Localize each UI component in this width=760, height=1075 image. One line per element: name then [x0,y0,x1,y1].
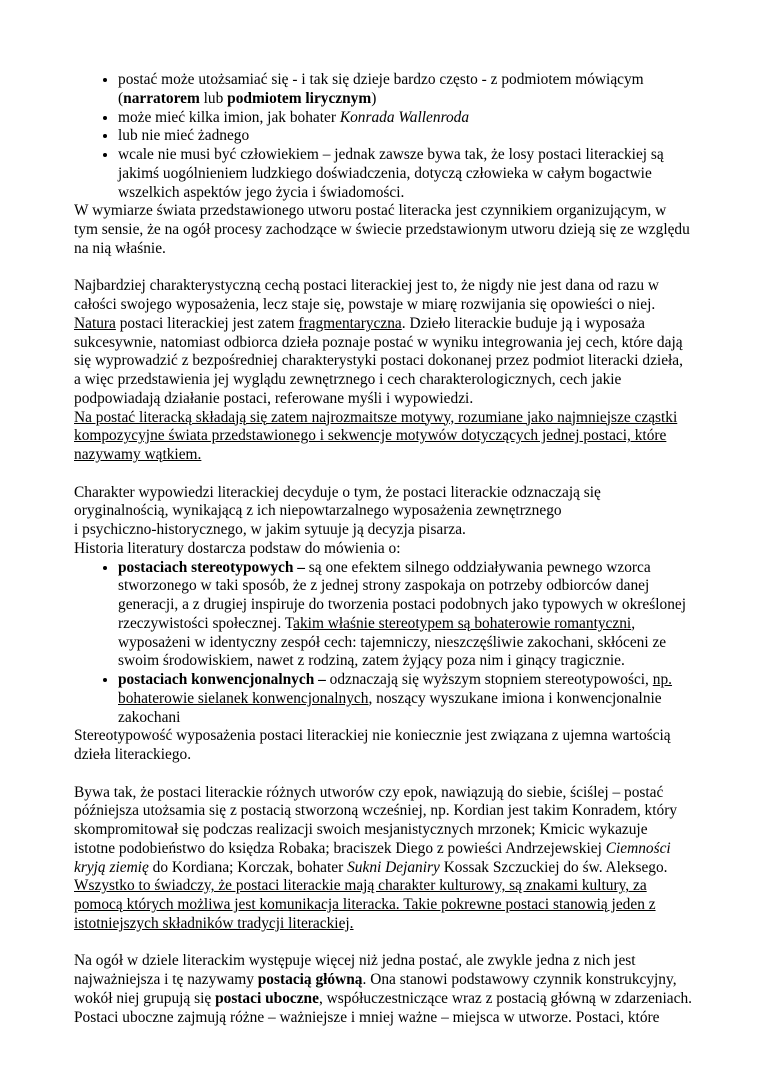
list-item: • lub nie mieć żadnego [118,127,692,146]
paragraph: Najbardziej charakterystyczną cechą postaci literackiej jest to, że nigdy nie jest dana od razu w całości swojego wyposażenia, lecz staje się, powstaje w miarę rozwijania się opowieści o niej. Natura postaci literackiej jest zatem fragmentaryczna. Dzieło literackie buduje ją i wyposaża sukcesywnie, natomiast odbiorca dzieła poznaje postać w wyniku integrowania jej cech, które dają się wyprowadzić z bezpośredniej charakterystyki postaci dokonanej przez podmiot literacki dzieła, a więc przedstawienia jej wyglądu zewnętrznego i cech charakterologicznych, cech jakie podpowiadają działanie postaci, referowane myśli i wypowiedzi. [74,277,683,407]
list-item: • wcale nie musi być człowiekiem – jednak zawsze bywa tak, że losy postaci literackiej są jakimś uogólnieniem ludzkiego doświadczenia, dotyczą człowieka w całym bogactwie wszelkich aspektów jego życia i świadomości. [118,146,692,202]
underlined-paragraph: Wszystko to świadczy, że postaci literackie mają charakter kulturowy, są znakami kultury, za pomocą których możliwa jest komunikacja literacka. Takie pokrewne postaci stanowią jeden z istotniejszych składników tradycji literackiej. [74,877,656,932]
list-item: • postać może utożsamiać się - i tak się dzieje bardzo często - z podmiotem mówiącym (narratorem lub podmiotem lirycznym) [118,71,692,109]
list-item: • postaciach stereotypowych – są one efektem silnego oddziaływania pewnego wzorca stworzonego w taki sposób, że z jednej strony zaspokaja on potrzeby odbiorców danej generacji, a z drugiej inspiruje do tworzenia postaci podobnych jako typowych w określonej rzeczywistości społecznej. Takim właśnie stereotypem są bohaterowie romantyczni, wyposażeni w identyczny zespół cech: tajemniczy, nieszczęśliwie zakochani, skłóceni ze swoim środowiskiem, nawet z rodziną, zatem żyjący poza nim i ginący tragicznie. [118,559,692,672]
list-item: • może mieć kilka imion, jak bohater Konrada Wallenroda [118,109,692,128]
paragraph: Bywa tak, że postaci literackie różnych utworów czy epok, nawiązują do siebie, ściślej – postać późniejsza utożsamia się z postacią stworzoną wcześniej, np. Kordian jest takim Konradem, który skompromitował się podczas realizacji swoich mesjanistycznych mrzonek; Kmicic wykazuje istotne podobieństwo do księdza Robaka; braciszek Diego z powieści Andrzejewskiej Ciemności kryją ziemię do Kordiana; Korczak, bohater Sukni Dejaniry Kossak Szczuckiej do św. Aleksego. [74,783,678,876]
paragraph: Charakter wypowiedzi literackiej decyduje o tym, że postaci literackie odznaczają się oryginalnością, wynikającą z ich niepowtarzalnego wyposażenia zewnętrznego i psychiczno-historycznego, w jakim sytuuje ją decyzja pisarza. Historia literatury dostarcza podstaw do mówienia o: [74,483,601,557]
list-item: • postaciach konwencjonalnych – odznaczają się wyższym stopniem stereotypowości, np. bohaterowie sielanek konwencjonalnych, noszący wyszukane imiona i konwencjonalnie zakochani [118,671,692,727]
character-types-list [74,559,692,728]
underlined-paragraph: Na postać literacką składają się zatem najrozmaitsze motywy, rozumiane jako najmniejsze cząstki kompozycyjne świata przedstawionego i sekwencje motywów dotyczących jednej postaci, które nazywamy wątkiem. [74,408,678,463]
paragraph: W wymiarze świata przedstawionego utworu postać literacka jest czynnikiem organizującym, w tym sensie, że na ogół procesy zachodzące w świecie przedstawionym utworu dzieją się ze względu na nią właśnie. [74,202,690,257]
paragraph: Na ogół w dziele literackim występuje więcej niż jedna postać, ale zwykle jedna z nich jest najważniejsza i tę nazywamy postacią główną. Ona stanowi podstawowy czynnik konstrukcyjny, wokół niej grupują się postaci uboczne, współuczestniczące wraz z postacią główną w zdarzeniach. Postaci uboczne zajmują różne – ważniejsze i mniej ważne – miejsca w utworze. Postaci, które [74,952,692,1026]
document-body [74,71,692,1027]
paragraph: Stereotypowość wyposażenia postaci literackiej nie koniecznie jest związana z ujemna wartością dzieła literackiego. [74,727,671,763]
traits-bullet-list [74,71,692,202]
